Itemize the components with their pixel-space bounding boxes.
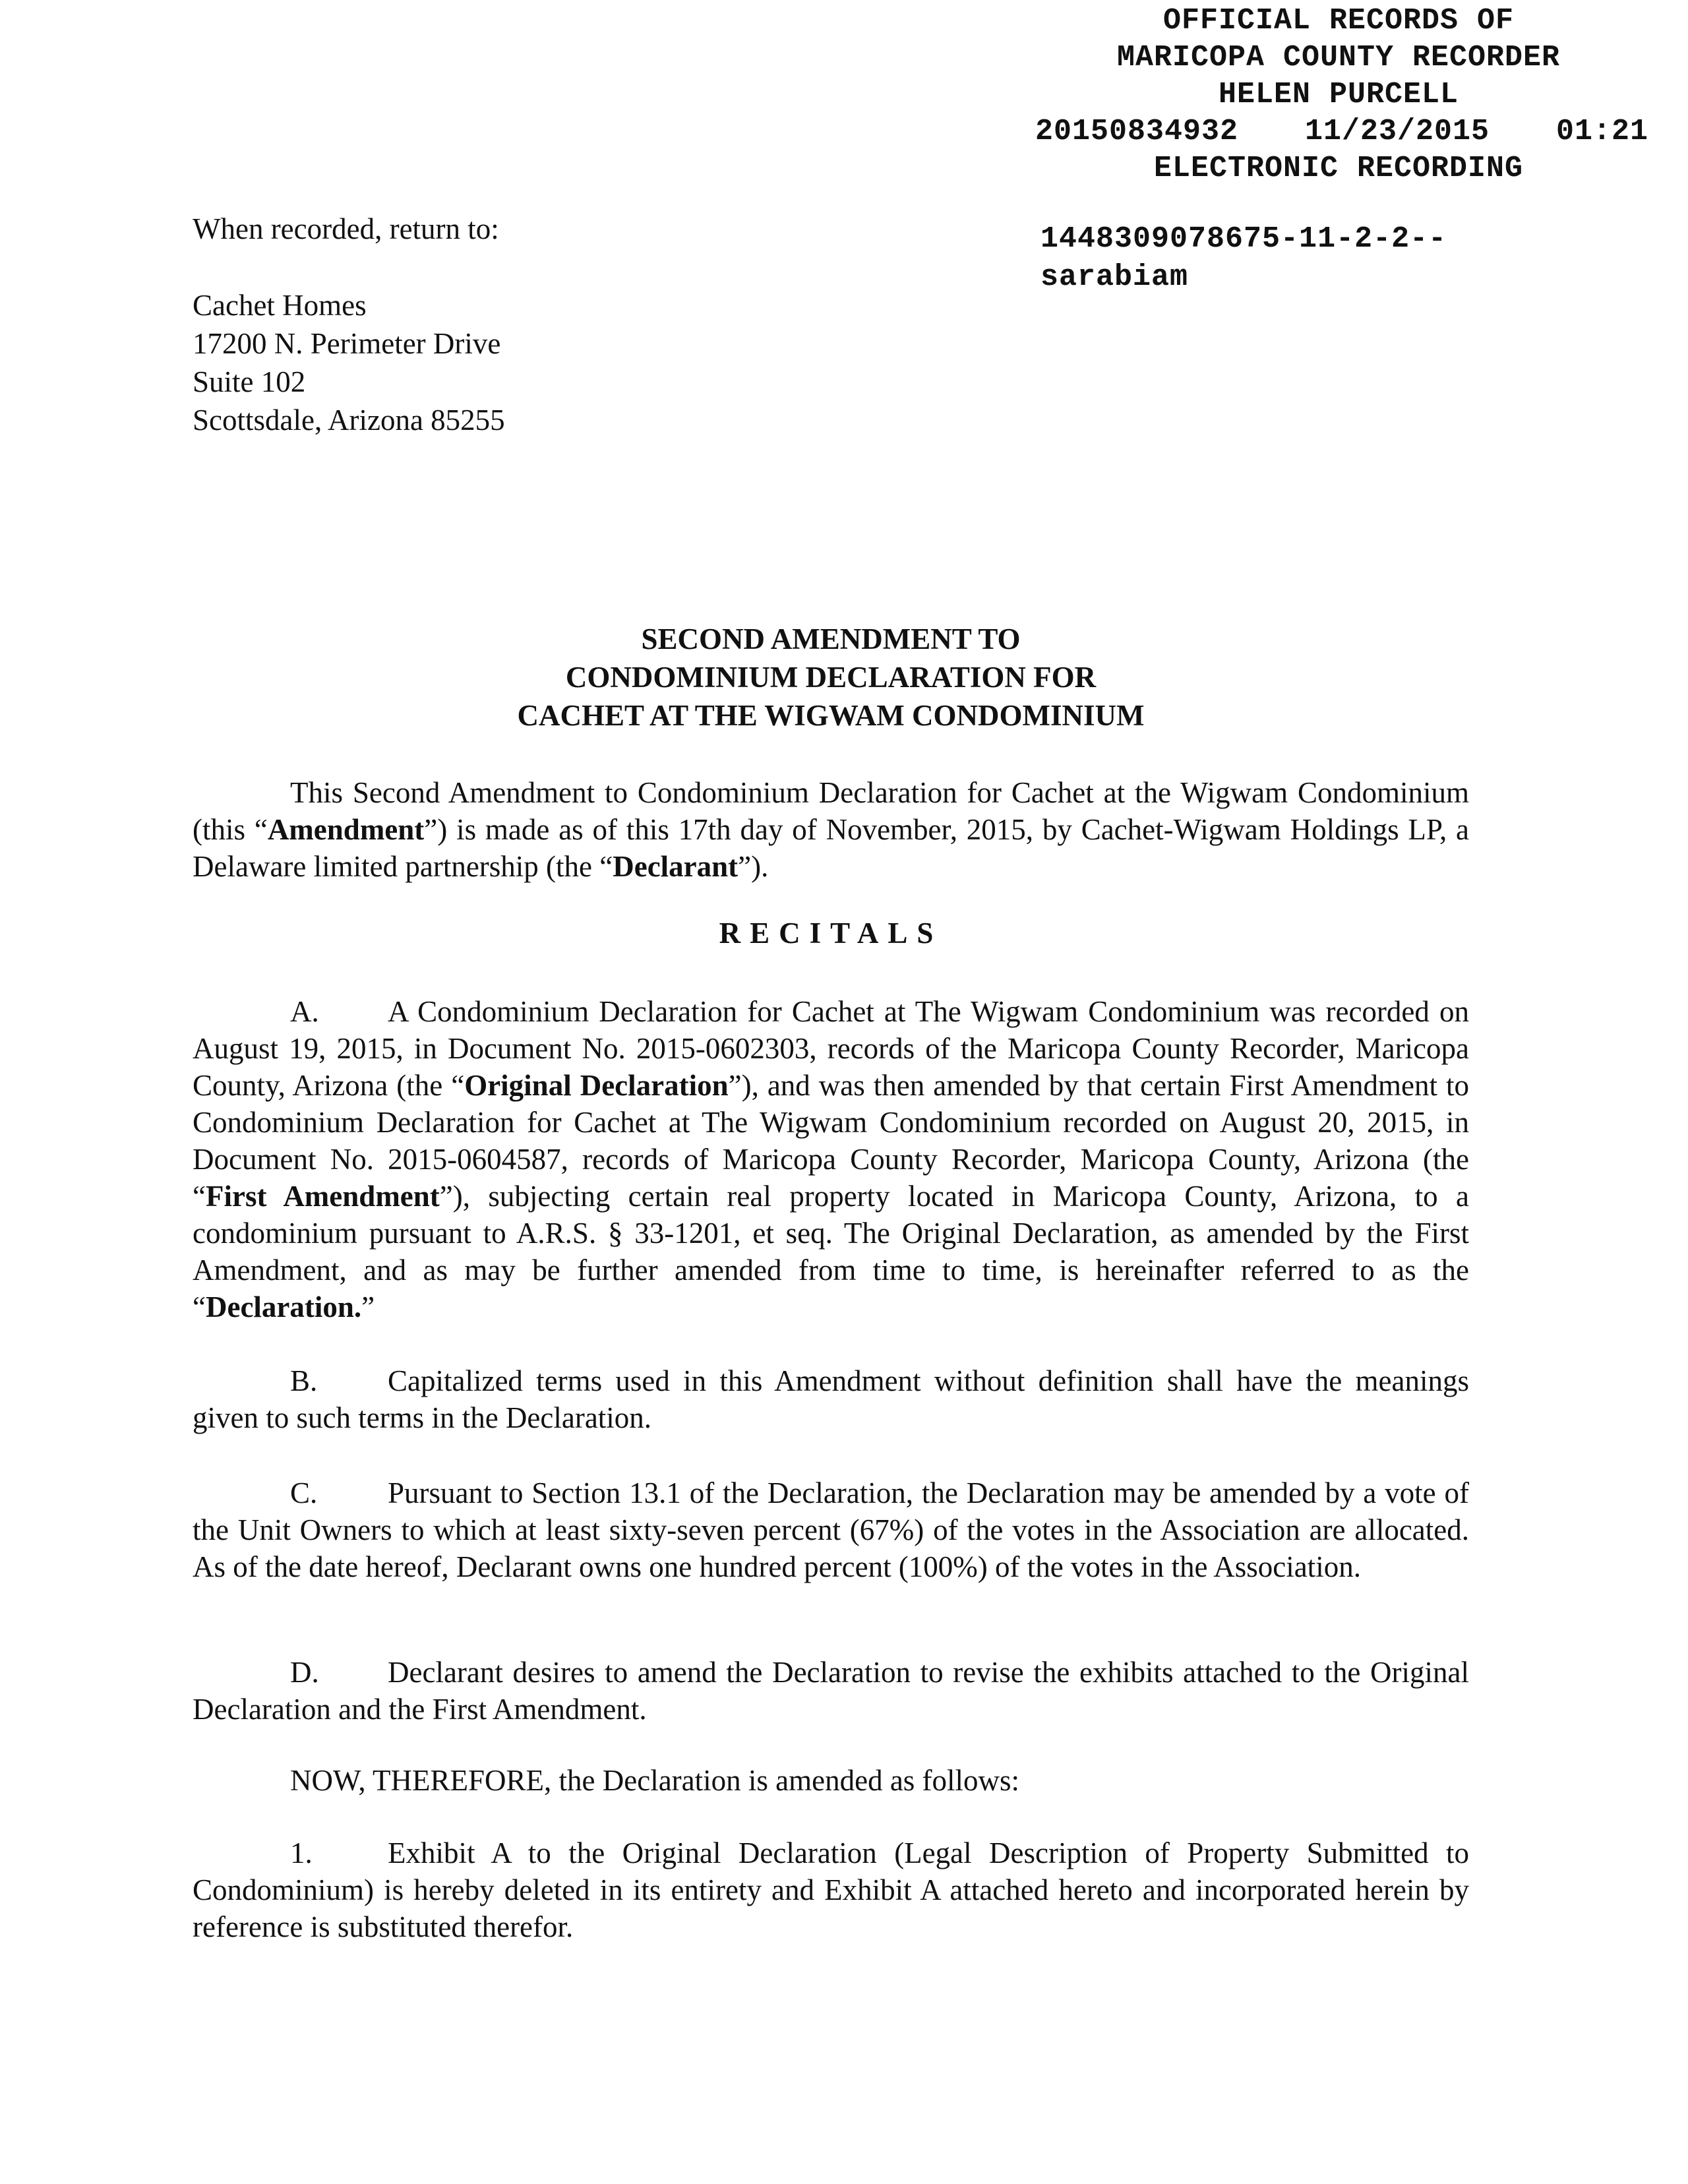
recording-id-line-1: 1448309078675-11-2-2-- xyxy=(1040,222,1447,256)
return-name: Cachet Homes xyxy=(193,289,367,322)
recording-id xyxy=(1040,220,1634,297)
recorder-line-1: OFFICIAL RECORDS OF xyxy=(1162,4,1515,38)
return-street: 17200 N. Perimeter Drive xyxy=(193,327,501,360)
intro-paragraph: This Second Amendment to Condominium Declaration for Cachet at the Wigwam Condominium (this “Amendment”) is made as of this 17th day of November, 2015, by Cachet-Wigwam Holdings LP, a Delaware limited partnership (the “Declarant”). xyxy=(193,776,1469,883)
recorder-time: 01:21 xyxy=(1555,115,1648,148)
term-declaration: Declaration. xyxy=(205,1290,362,1323)
recorder-stamp xyxy=(1029,3,1648,187)
term-original-declaration: Original Declaration xyxy=(464,1069,729,1102)
recital-b: B. Capitalized terms used in this Amendment without definition shall have the meanings given to such terms in the Declaration. xyxy=(193,1362,1469,1436)
title-line-1: SECOND AMENDMENT TO xyxy=(641,622,1021,655)
term-declarant: Declarant xyxy=(613,850,738,883)
recording-id-line-2: sarabiam xyxy=(1040,260,1189,294)
recorder-date: 11/23/2015 xyxy=(1304,115,1490,148)
recital-d-label: D. xyxy=(290,1656,319,1689)
recital-a-label: A. xyxy=(290,995,319,1028)
return-suite: Suite 102 xyxy=(193,365,306,398)
amendment-item-1: 1. Exhibit A to the Original Declaration (Legal Description of Property Submitted to Condominium) is hereby deleted in its entirety and Exhibit A attached hereto and incorporated herein by reference is substituted therefor. xyxy=(193,1835,1469,1945)
return-city: Scottsdale, Arizona 85255 xyxy=(193,404,505,437)
return-address xyxy=(193,210,786,439)
title-line-3: CACHET AT THE WIGWAM CONDOMINIUM xyxy=(517,699,1145,732)
item-1-label: 1. xyxy=(290,1836,313,1869)
recorder-line-2: MARICOPA COUNTY RECORDER xyxy=(1116,41,1561,75)
recorder-line-3: HELEN PURCELL xyxy=(1218,78,1459,111)
recorder-line-5: ELECTRONIC RECORDING xyxy=(1153,152,1524,185)
recital-c: C. Pursuant to Section 13.1 of the Declaration, the Declaration may be amended by a vote of the Unit Owners to which at least sixty-seven percent (67%) of the votes in the Association are allocated. As of the date hereof, Declarant owns one hundred percent (100%) of the votes in the Association. xyxy=(193,1474,1469,1585)
recital-b-label: B. xyxy=(290,1364,318,1397)
recital-d: D. Declarant desires to amend the Declaration to revise the exhibits attached to the Original Declaration and the First Amendment. xyxy=(193,1654,1469,1728)
recorder-document-number: 20150834932 xyxy=(1035,115,1239,148)
now-therefore-clause: NOW, THEREFORE, the Declaration is amended as follows: xyxy=(290,1764,1020,1797)
term-amendment: Amendment xyxy=(267,813,425,846)
recitals-heading: RECITALS xyxy=(719,917,943,950)
term-first-amendment: First Amendment xyxy=(205,1180,440,1213)
recorder-number-line xyxy=(1029,113,1648,150)
title-line-2: CONDOMINIUM DECLARATION FOR xyxy=(565,661,1097,694)
recital-c-label: C. xyxy=(290,1476,318,1509)
recital-a: A. A Condominium Declaration for Cachet at The Wigwam Condominium was recorded on August 19, 2015, in Document No. 2015-0602303, records of the Maricopa County Recorder, Maricopa County, Arizona (the “Original Declaration”), and was then amended by that certain First Amendment to Condominium Declaration for Cachet at The Wigwam Condominium recorded on August 20, 2015, in Document No. 2015-0604587, records of Maricopa County Recorder, Maricopa County, Arizona (the “First Amendment”), subjecting certain real property located in Maricopa County, Arizona, to a condominium pursuant to A.R.S. § 33-1201, et seq. The Original Declaration, as amended by the First Amendment, and as may be further amended from time to time, is hereinafter referred to as the “Declaration.” xyxy=(193,993,1469,1325)
document-title xyxy=(193,620,1469,735)
return-label: When recorded, return to: xyxy=(193,212,499,245)
